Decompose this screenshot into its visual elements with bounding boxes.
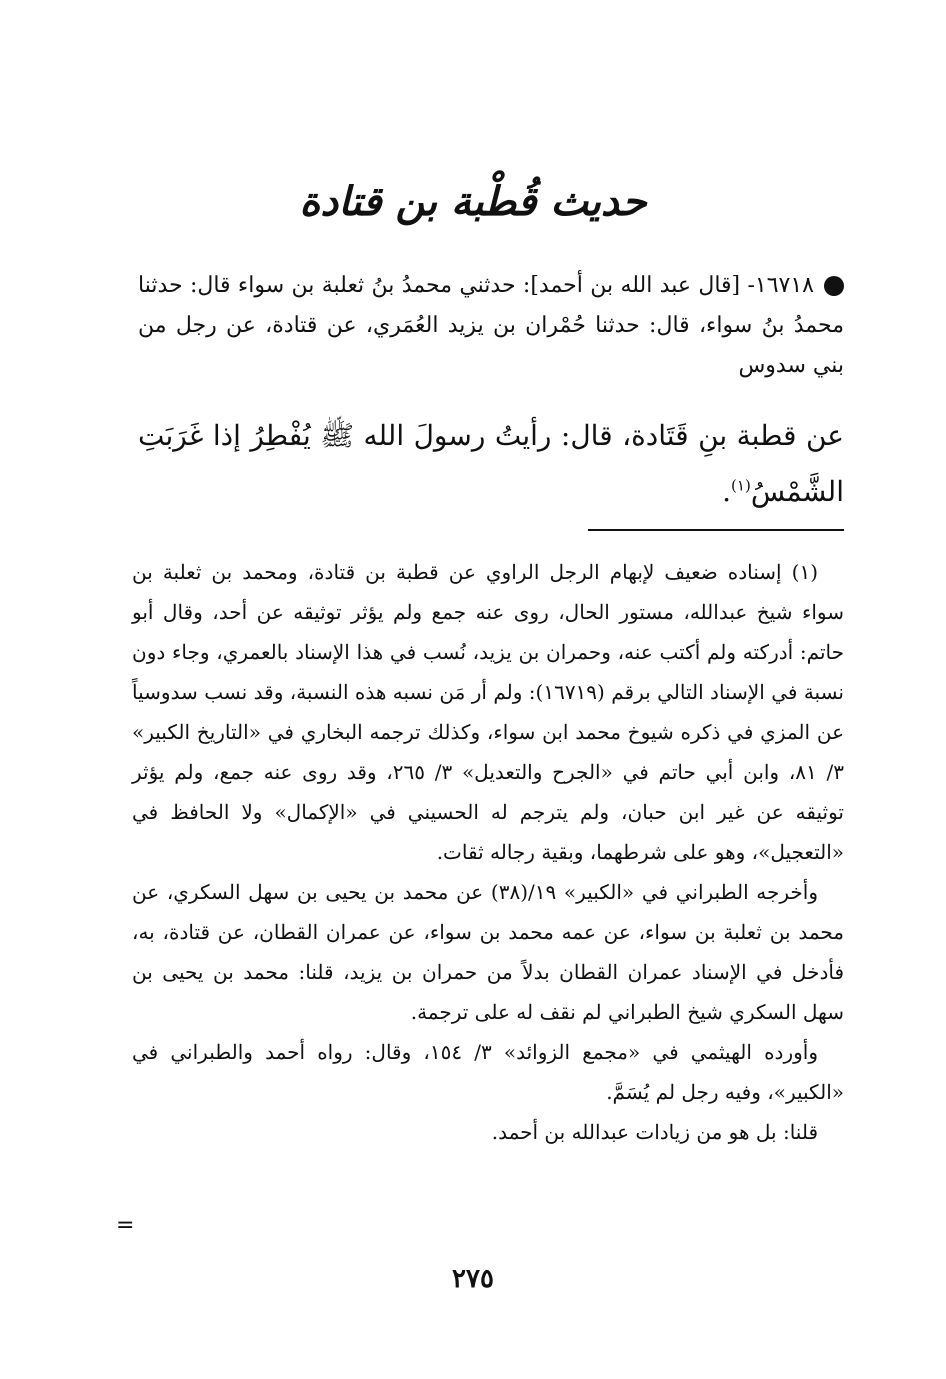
continuation-mark: =: [116, 1213, 135, 1238]
footnote-paragraph: وأخرجه الطبراني في «الكبير» ١٩/(٣٨) عن محمد بن يحيى بن سهل السكري، عن محمد بن ثعلبة بن سواء، عن عمه محمد بن سواء، عن عمران القطان، عن قتادة، به، فأدخل في الإسناد عمران القطان بدلاً من حمران بن يزيد، قلنا: محمد بن يحيى بن سهل السكري شيخ الطبراني لم نقف له على ترجمة.: [132, 880, 844, 1024]
matn-end: .: [722, 475, 732, 508]
footnote-reference: (١): [731, 476, 751, 495]
bullet-icon: [824, 276, 844, 296]
footnote-paragraph: (١) إسناده ضعيف لإبهام الرجل الراوي عن قطبة بن قتادة، ومحمد بن ثعلبة بن سواء شيخ عبدالله، مستور الحال، روى عنه جمع ولم يؤثر توثيقه عن أحد، وقال أبو حاتم: أدركته ولم أكتب عنه، وحمران بن يزيد، نُسب في هذا الإسناد بالعمري، وجاء دون نسبة في الإسناد التالي برقم (١٦٧١٩): ولم أر مَن نسبه هذه النسبة، وقد نسب سدوسياً عن المزي في ذكره شيوخ محمد ابن سواء، وكذلك ترجمه البخاري في «التاريخ الكبير» ٣/ ٨١، وابن أبي حاتم في «الجرح والتعديل» ٣/ ٢٦٥، وقد روى عنه جمع، ولم يؤثر توثيقه عن غير ابن حبان، ولم يترجم له الحسيني في «الإكمال» ولا الحافظ في «التعجيل»، وهو على شرطهما، وبقية رجاله ثقات.: [132, 560, 844, 864]
footnote-paragraph: وأورده الهيثمي في «مجمع الزوائد» ٣/ ١٥٤، وقال: رواه أحمد والطبراني في «الكبير»، وفيه رجل لم يُسَمَّ.: [132, 1040, 844, 1104]
matn-text: عن قطبة بنِ قَتَادة، قال: رأيتُ رسولَ الله ﷺ يُفْطِرُ إذا غَرَبَتِ الشَّمْسُ: [138, 419, 844, 508]
page-number: ٢٧٥: [452, 1264, 494, 1294]
hadith-isnad: [138, 266, 844, 386]
footnote-separator: [588, 529, 844, 531]
chapter-title: حديث قُطْبة بن قتادة: [299, 178, 647, 225]
footnote-paragraph: قلنا: بل هو من زيادات عبدالله بن أحمد.: [491, 1120, 818, 1144]
hadith-matn: [138, 408, 844, 520]
footnotes: [132, 552, 844, 1152]
isnad-text: ١٦٧١٨- [قال عبد الله بن أحمد]: حدثني محمدُ بنُ ثعلبة بن سواء قال: حدثنا محمدُ بنُ سواء، قال: حدثنا حُمْران بن يزيد العُمَري، عن قتادة، عن رجل من بني سدوس: [138, 273, 844, 378]
